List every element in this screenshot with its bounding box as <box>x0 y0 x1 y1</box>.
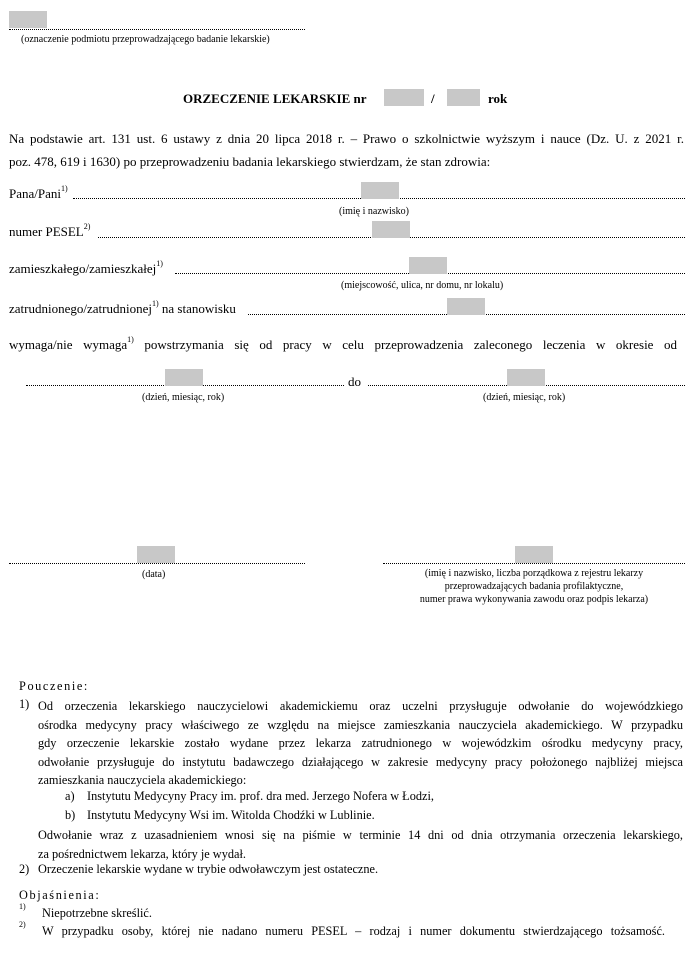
pouczenie-line: ośrodka medycyny pracy właściwego ze względu na miejsce zamieszkania nauczyciela akademickiego. W przypadku <box>38 717 683 732</box>
pouczenie-item-1-number: 1) <box>19 697 30 711</box>
pouczenie-line: gdy orzeczenie lekarskie zostało wydane przez lekarza zatrudnionego w wojewódzkim ośrodku medycyny pracy, <box>38 736 683 750</box>
certificate-number-field[interactable] <box>384 89 424 106</box>
doctor-signature-line <box>383 563 685 564</box>
doctor-caption-line-2: przeprowadzających badania profilaktyczne, <box>444 581 624 592</box>
pouczenie-item-1 <box>38 697 683 790</box>
footnote-ref-2: 2) <box>83 222 91 231</box>
pouczenie-item-2: Orzeczenie lekarskie wydane w trybie odwoławczym jest ostateczne. <box>38 862 379 876</box>
pesel-label <box>9 224 90 240</box>
pan-pani-text: Pana/Pani <box>9 186 61 201</box>
pan-pani-label <box>9 186 68 202</box>
entity-line <box>9 29 305 30</box>
employment-label <box>9 301 236 317</box>
pouczenie-sub-b-letter: b) <box>65 808 76 822</box>
pouczenie-line: zamieszkania nauczyciela akademickiego: <box>38 773 247 787</box>
doctor-caption <box>383 567 685 606</box>
name-caption: (imię i nazwisko) <box>339 206 409 217</box>
pouczenie-line: za pośrednictwem lekarza, który je wydał. <box>38 846 246 861</box>
certificate-year-field[interactable] <box>447 89 480 106</box>
period-from-field[interactable] <box>165 369 203 386</box>
period-do-word: do <box>348 374 361 389</box>
pesel-text: numer PESEL <box>9 224 84 239</box>
objasnienia-text-2: W przypadku osoby, której nie nadano numeru PESEL – rodzaj i numer dokumentu stwierdzającego tożsamość. <box>42 924 665 938</box>
footnote-ref-1: 1) <box>151 299 159 308</box>
date-line <box>9 563 305 564</box>
requirement-text: powstrzymania się od pracy w celu przeprowadzenia zaleconego leczenia w okresie od <box>133 337 678 352</box>
employment-text: zatrudnionego/zatrudnionej <box>9 301 152 316</box>
name-field[interactable] <box>361 182 399 199</box>
pouczenie-sub-b: Instytutu Medycyny Wsi im. Witolda Chodźki w Lublinie. <box>87 808 375 822</box>
doctor-signature-field[interactable] <box>515 546 553 563</box>
date-caption: (data) <box>142 569 166 580</box>
pouczenie-sub-a: Instytutu Medycyny Pracy im. prof. dra med. Jerzego Nofera w Łodzi, <box>87 789 434 803</box>
pouczenie-line: odwołanie przysługuje do instytutu badawczego działającego w zakresie medycyny pracy położonego najbliżej miejsca <box>38 754 683 769</box>
period-to-field[interactable] <box>507 369 545 386</box>
entity-stamp-placeholder <box>9 11 47 28</box>
pouczenie-line: Odwołanie wraz z uzasadnieniem wnosi się na piśmie w terminie 14 dni od dnia otrzymania orzeczenia lekarskiego, <box>38 828 683 842</box>
period-to-caption: (dzień, miesiąc, rok) <box>483 392 566 403</box>
pouczenie-item-2-number: 2) <box>19 862 30 876</box>
requirement-choice: wymaga/nie wymaga <box>9 337 128 352</box>
footnote-ref-1: 1) <box>156 259 163 268</box>
pouczenie-heading: Pouczenie: <box>19 679 89 693</box>
period-from-caption: (dzień, miesiąc, rok) <box>142 392 225 403</box>
footnote-ref-1: 1) <box>61 184 68 193</box>
title-year-word: rok <box>488 91 508 106</box>
doctor-caption-line-1: (imię i nazwisko, liczba porządkowa z rejestru lekarzy <box>424 568 644 579</box>
address-text: zamieszkałego/zamieszkałej <box>9 261 157 276</box>
intro-line-1: Na podstawie art. 131 ust. 6 ustawy z dnia 20 lipca 2018 r. – Prawo o szkolnictwie wyższym i nauce (Dz. U. z 2021 r. <box>9 131 684 146</box>
pouczenie-appeal <box>38 826 683 863</box>
footnote-ref-1: 1) <box>127 335 134 344</box>
document-title <box>183 91 367 107</box>
title-text: ORZECZENIE LEKARSKIE nr <box>183 91 367 106</box>
doctor-caption-line-3: numer prawa wykonywania zawodu oraz podpis lekarza) <box>419 594 649 605</box>
objasnienia-num-1: 1) <box>19 902 26 911</box>
address-caption: (miejscowość, ulica, nr domu, nr lokalu) <box>341 280 504 291</box>
objasnienia-text-1: Niepotrzebne skreślić. <box>42 906 152 920</box>
requirement-sentence <box>9 337 677 353</box>
position-text: na stanowisku <box>158 301 236 316</box>
pesel-field[interactable] <box>372 221 410 238</box>
pouczenie-sub-a-letter: a) <box>65 789 75 803</box>
pouczenie-line: Od orzeczenia lekarskiego nauczycielowi akademickiemu oraz uczelni przysługuje odwołanie do wojewódzkiego <box>38 699 683 713</box>
title-slash: / <box>431 91 435 106</box>
address-label <box>9 261 163 277</box>
address-field[interactable] <box>409 257 447 274</box>
objasnienia-heading: Objaśnienia: <box>19 888 101 902</box>
objasnienia-num-2: 2) <box>19 920 26 929</box>
date-field[interactable] <box>137 546 175 563</box>
intro-line-2: poz. 478, 619 i 1630) po przeprowadzeniu badania lekarskiego stwierdzam, że stan zdrowia: <box>9 154 491 169</box>
entity-caption: (oznaczenie podmiotu przeprowadzającego badanie lekarskie) <box>21 34 270 45</box>
position-field[interactable] <box>447 298 485 315</box>
